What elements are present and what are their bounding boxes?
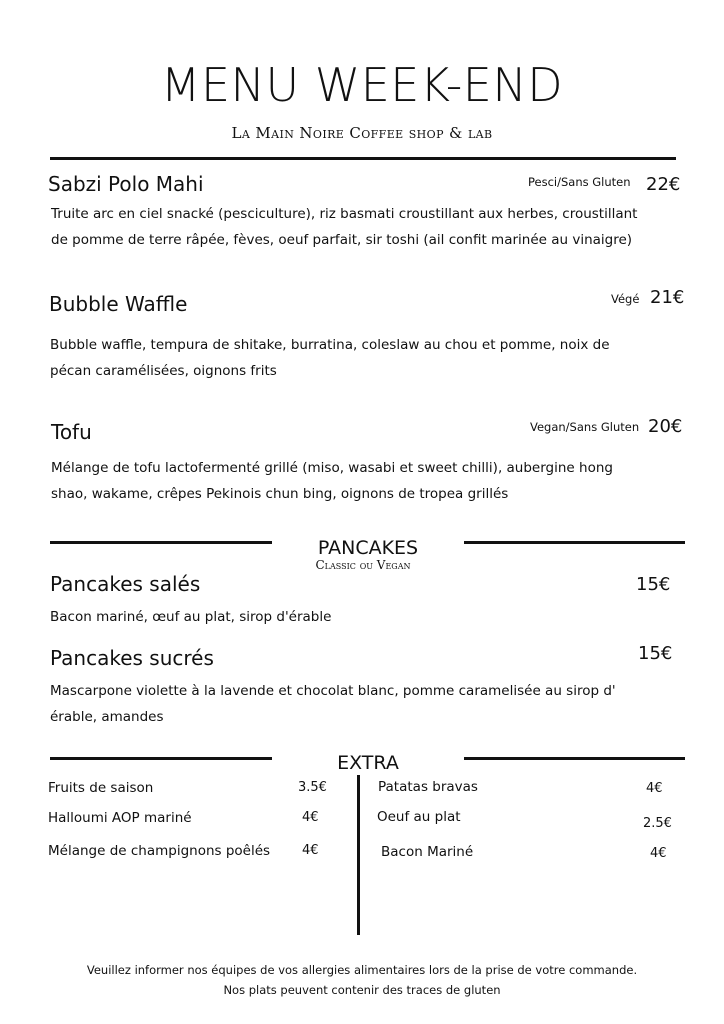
pancakes-divider-left	[50, 541, 272, 544]
extra-item-name: Fruits de saison	[48, 780, 154, 796]
pancakes-divider-right	[464, 541, 685, 544]
dish-name: Tofu	[51, 420, 92, 444]
dish-name: Bubble Waffle	[49, 292, 188, 316]
dish-price: 21€	[650, 287, 685, 308]
pancake-description: Mascarpone violette à la lavende et chocolat blanc, pomme caramelisée au sirop d' érable, amandes	[50, 683, 616, 725]
pancake-price: 15€	[638, 643, 673, 664]
extra-title: EXTRA	[337, 752, 399, 774]
extra-item-name: Mélange de champignons poêlés	[48, 843, 271, 859]
pancakes-title: PANCAKES	[317, 537, 419, 559]
extra-item-name: Bacon Mariné	[381, 844, 474, 860]
extra-item-price: 4€	[302, 810, 319, 825]
dish-tag: Pesci/Sans Gluten	[528, 175, 631, 189]
pancake-description: Bacon mariné, œuf au plat, sirop d'érable	[50, 609, 332, 625]
pancake-price: 15€	[636, 574, 671, 595]
menu-title: MENU WEEK-END	[160, 58, 564, 112]
extra-item-name: Halloumi AOP mariné	[48, 810, 192, 826]
extra-item-price: 2.5€	[643, 816, 672, 831]
dish-price: 20€	[648, 416, 683, 437]
dish-tag: Végé	[611, 292, 640, 306]
extra-divider-left	[50, 757, 272, 760]
dish-name: Sabzi Polo Mahi	[48, 172, 204, 196]
extra-item-price: 3.5€	[298, 780, 327, 795]
dish-description: Mélange de tofu lactofermenté grillé (miso, wasabi et sweet chilli), aubergine hong shao, wakame, crêpes Pekinois chun bing, oignons de tropea grillés	[51, 460, 613, 502]
extra-item-price: 4€	[646, 781, 663, 796]
dish-description: Bubble waffle, tempura de shitake, burratina, coleslaw au chou et pomme, noix de pécan caramélisées, oignons frits	[50, 337, 610, 379]
menu-subtitle: La Main Noire Coffee shop & lab	[231, 124, 493, 142]
extra-item-price: 4€	[302, 843, 319, 858]
gluten-notice: Nos plats peuvent contenir des traces de gluten	[223, 983, 501, 997]
extra-item-price: 4€	[650, 846, 667, 861]
extra-column-divider	[357, 775, 360, 935]
dish-tag: Vegan/Sans Gluten	[530, 420, 640, 434]
dish-description: Truite arc en ciel snacké (pesciculture), riz basmati croustillant aux herbes, croustillant de pomme de terre râpée, fèves, oeuf parfait, sir toshi (ail confit marinée au vinaigre)	[51, 206, 638, 248]
allergy-notice: Veuillez informer nos équipes de vos allergies alimentaires lors de la prise de votre commande.	[86, 963, 638, 977]
pancake-name: Pancakes salés	[50, 572, 201, 596]
extra-item-name: Patatas bravas	[378, 779, 478, 795]
pancake-name: Pancakes sucrés	[50, 646, 214, 670]
header-divider	[50, 157, 676, 160]
pancakes-subtitle: Classic ou Vegan	[315, 558, 411, 572]
extra-item-name: Oeuf au plat	[377, 809, 461, 825]
extra-divider-right	[464, 757, 685, 760]
dish-price: 22€	[646, 174, 681, 195]
